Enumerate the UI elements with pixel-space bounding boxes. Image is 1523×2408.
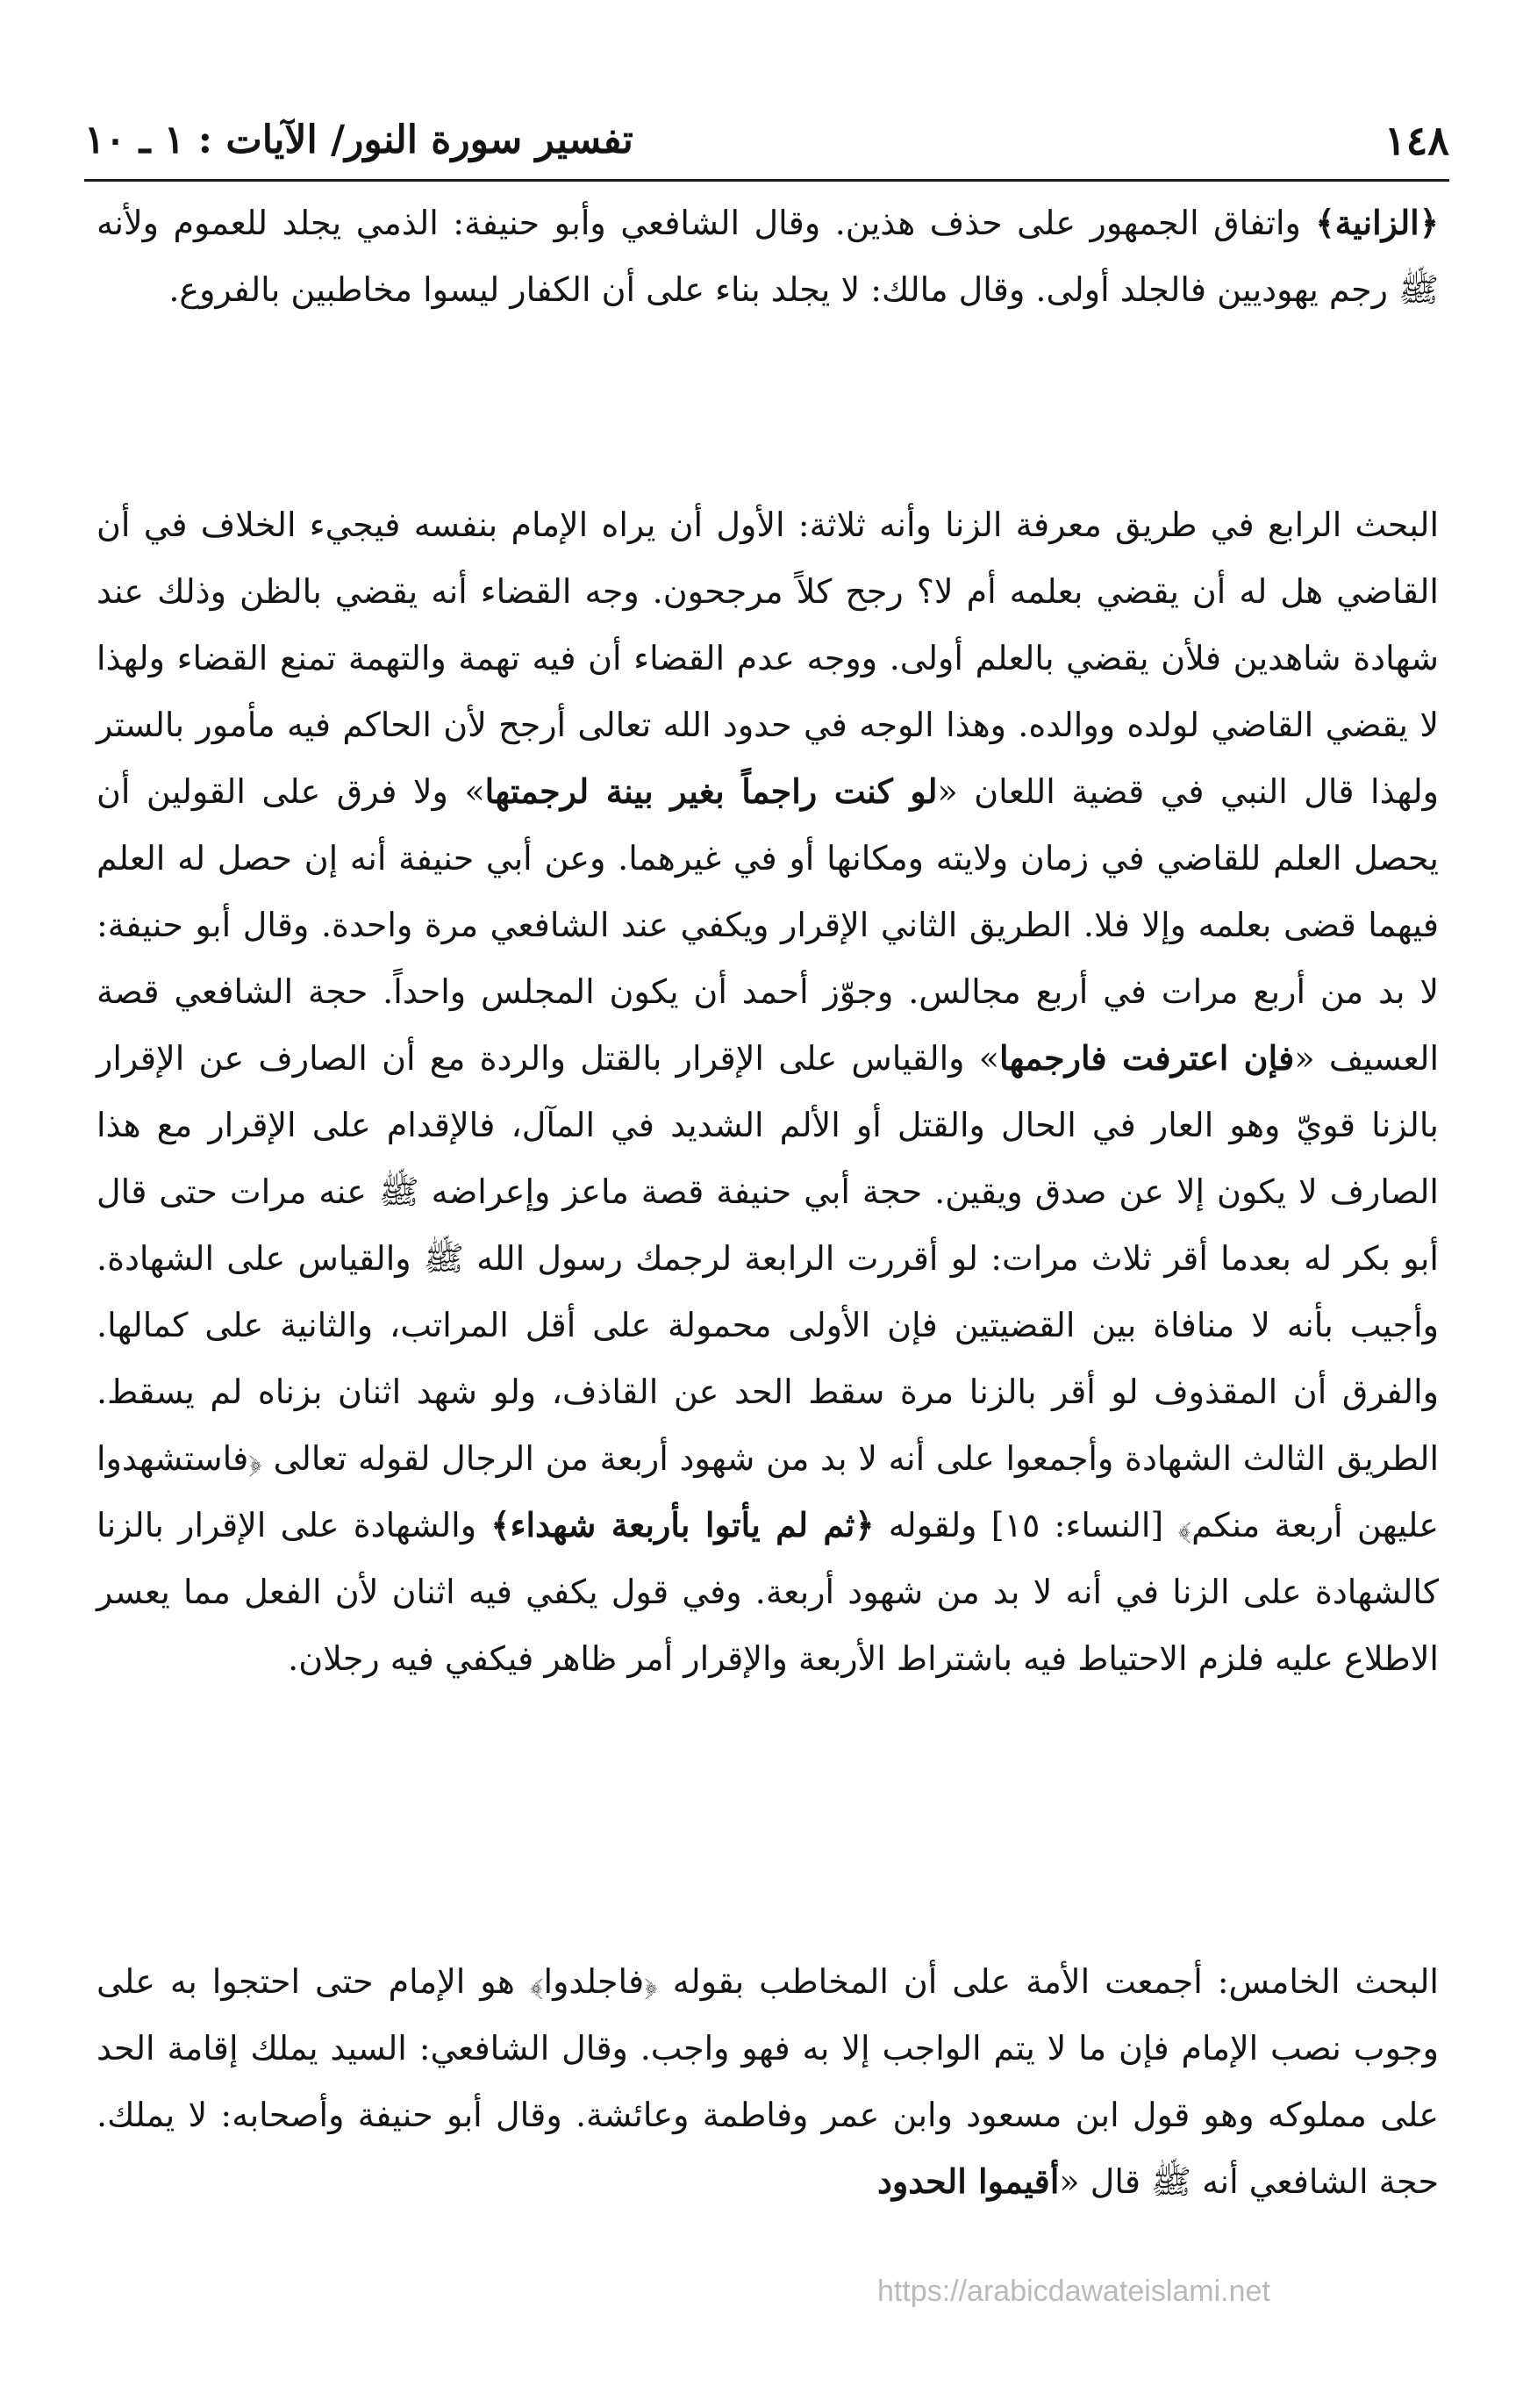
page-header xyxy=(84,114,1449,176)
page-number: ١٤٨ xyxy=(1384,117,1449,164)
text-segment: البحث الخامس: أجمعت الأمة على أن المخاطب بقوله ﴿فاجلدوا﴾ هو الإمام حتى احتجوا به على وجوب نصب الإمام فإن ما لا يتم الواجب إلا به فهو واجب. وقال الشافعي: السيد يملك إقامة الحد على مملوكه وهو قول ابن مسعود وابن عمر وفاطمة وعائشة. وقال أبو حنيفة وأصحابه: لا يملك. حجة الشافعي أنه ﷺ قال « xyxy=(97,1962,1439,2201)
paragraph-text xyxy=(97,491,1439,1692)
running-title: تفسير سورة النور/ الآيات : ١ ـ ١٠ xyxy=(84,118,633,162)
text-segment: لو كنت راجماً بغير بينة لرجمتها xyxy=(484,771,938,811)
text-segment: واتفاق الجمهور على حذف هذين. وقال الشافعي وأبو حنيفة: الذمي يجلد للعموم ولأنه ﷺ رجم يهوديين فالجلد أولى. وقال مالك: لا يجلد بناء على أن الكفار ليسوا مخاطبين بالفروع. xyxy=(97,204,1439,309)
paragraph-1 xyxy=(97,190,1439,323)
text-segment: والشهادة على الإقرار بالزنا كالشهادة على الزنا في أنه لا بد من شهود أربعة. وفي قول يكفي فيه اثنان لأن الفعل مما يعسر الاطلاع عليه فلزم الاحتياط فيه باشتراط الأربعة والإقرار أمر ظاهر فيكفي فيه رجلان. xyxy=(97,1506,1439,1678)
watermark-url: https://arabicdawateislami.net xyxy=(877,2275,1270,2308)
text-segment: ﴿ثم لم يأتوا بأربعة شهداء﴾ xyxy=(490,1505,875,1544)
paragraph-text xyxy=(97,190,1439,323)
text-segment: البحث الرابع في طريق معرفة الزنا وأنه ثلاثة: الأول أن يراه الإمام بنفسه فيجيء الخلاف في أن القاضي هل له أن يقضي بعلمه أم لا؟ رجح كلاً مرجحون. وجه القضاء أنه يقضي بالظن وذلك عند شهادة شاهدين فلأن يقضي بالعلم أولى. ووجه عدم القضاء أن فيه تهمة والتهمة تمنع القضاء ولهذا لا يقضي القاضي لولده ووالده. وهذا الوجه في حدود الله تعالى أرجح لأن الحاكم فيه مأمور بالستر ولهذا قال النبي في قضية اللعان « xyxy=(97,505,1439,811)
text-segment: » ولا فرق على القولين أن يحصل العلم للقاضي في زمان ولايته ومكانها أو في غيرهما. وعن أبي حنيفة أنه إن حصل له العلم فيهما قضى بعلمه وإلا فلا. الطريق الثاني الإقرار ويكفي عند الشافعي مرة واحدة. وقال أبو حنيفة: لا بد من أربع مرات في أربع مجالس. وجوّز أحمد أن يكون المجلس واحداً. حجة الشافعي قصة العسيف « xyxy=(97,772,1440,1078)
paragraph-text xyxy=(97,1948,1439,2215)
text-segment: أقيموا الحدود xyxy=(876,2161,1060,2201)
paragraph-3 xyxy=(97,1948,1439,2215)
header-divider xyxy=(84,179,1449,182)
paragraph-2 xyxy=(97,491,1439,1692)
text-segment: فإن اعترفت فارجمها xyxy=(999,1038,1295,1078)
text-segment: » والقياس على الإقرار بالقتل والردة مع أن الصارف عن الإقرار بالزنا قويّ وهو العار في الحال والقتل أو الألم الشديد في المآل، فالإقدام على الإقرار مع هذا الصارف لا يكون إلا عن صدق ويقين. حجة أبي حنيفة قصة ماعز وإعراضه ﷺ عنه مرات حتى قال أبو بكر له بعدما أقر ثلاث مرات: لو أقررت الرابعة لرجمك رسول الله ﷺ والقياس على الشهادة. وأجيب بأنه لا منافاة بين القضيتين فإن الأولى محمولة على أقل المراتب، والثانية على كمالها. والفرق أن المقذوف لو أقر بالزنا مرة سقط الحد عن القاذف، ولو شهد اثنان بزناه لم يسقط. الطريق الثالث الشهادة وأجمعوا على أنه لا بد من شهود أربعة من الرجال لقوله تعالى ﴿فاستشهدوا عليهن أربعة منكم﴾ [النساء: ١٥] ولقوله xyxy=(97,1039,1440,1544)
text-segment: ﴿الزانية﴾ xyxy=(1315,203,1439,242)
